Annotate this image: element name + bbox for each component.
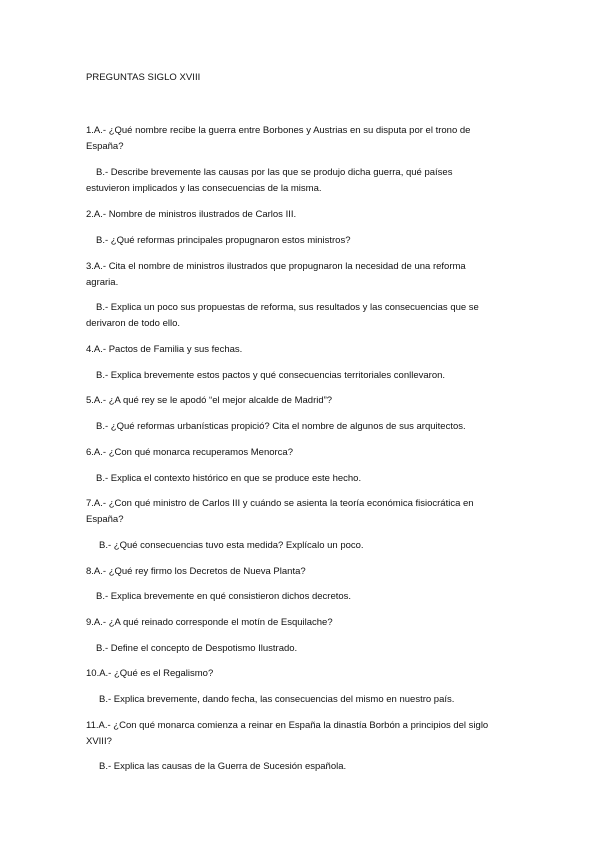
question-5a: 5.A.- ¿A qué rey se le apodó “el mejor alcalde de Madrid”?: [86, 395, 333, 406]
question-3a-line-2: agraria.: [86, 277, 119, 288]
question-4a: 4.A.- Pactos de Familia y sus fechas.: [86, 344, 243, 355]
question-4b: B.- Explica brevemente estos pactos y qué consecuencias territoriales conllevaron.: [96, 370, 446, 381]
question-8b: B.- Explica brevemente en qué consistieron dichos decretos.: [96, 591, 352, 602]
question-1b-line-2: estuvieron implicados y las consecuencias de la misma.: [86, 183, 322, 194]
question-10a: 10.A.- ¿Qué es el Regalismo?: [86, 668, 214, 679]
question-9b: B.- Define el concepto de Despotismo Ilustrado.: [96, 643, 298, 654]
question-1a-line-1: 1.A.- ¿Qué nombre recibe la guerra entre Borbones y Austrias en su disputa por el trono de: [86, 125, 471, 136]
question-3b-line-2: derivaron de todo ello.: [86, 318, 181, 329]
question-7a-line-1: 7.A.- ¿Con qué ministro de Carlos III y cuándo se asienta la teoría económica fisiocrática en: [86, 498, 474, 509]
question-11b: B.- Explica las causas de la Guerra de Sucesión española.: [99, 761, 347, 772]
question-10b: B.- Explica brevemente, dando fecha, las consecuencias del mismo en nuestro país.: [99, 694, 455, 705]
question-2a: 2.A.- Nombre de ministros ilustrados de Carlos III.: [86, 209, 297, 220]
question-8a: 8.A.- ¿Qué rey firmo los Decretos de Nueva Planta?: [86, 566, 306, 577]
question-7b: B.- ¿Qué consecuencias tuvo esta medida? Explícalo un poco.: [99, 540, 364, 551]
question-3b-line-1: B.- Explica un poco sus propuestas de reforma, sus resultados y las consecuencias que se: [96, 302, 479, 313]
question-6a: 6.A.- ¿Con qué monarca recuperamos Menorca?: [86, 447, 293, 458]
question-1b-line-1: B.- Describe brevemente las causas por las que se produjo dicha guerra, qué países: [96, 167, 453, 178]
question-11a-line-1: 11.A.- ¿Con qué monarca comienza a reinar en España la dinastía Borbón a principios del siglo: [86, 720, 489, 731]
question-5b: B.- ¿Qué reformas urbanísticas propició? Cita el nombre de algunos de sus arquitectos.: [96, 421, 466, 432]
question-7a-line-2: España?: [86, 514, 124, 525]
question-3a-line-1: 3.A.- Cita el nombre de ministros ilustrados que propugnaron la necesidad de una reforma: [86, 261, 466, 272]
page-title: PREGUNTAS SIGLO XVIII: [86, 72, 201, 83]
question-6b: B.- Explica el contexto histórico en que se produce este hecho.: [96, 473, 362, 484]
question-9a: 9.A.- ¿A qué reinado corresponde el motín de Esquilache?: [86, 617, 333, 628]
question-1a-line-2: España?: [86, 141, 124, 152]
question-2b: B.- ¿Qué reformas principales propugnaron estos ministros?: [96, 235, 351, 246]
question-11a-line-2: XVIII?: [86, 736, 112, 747]
